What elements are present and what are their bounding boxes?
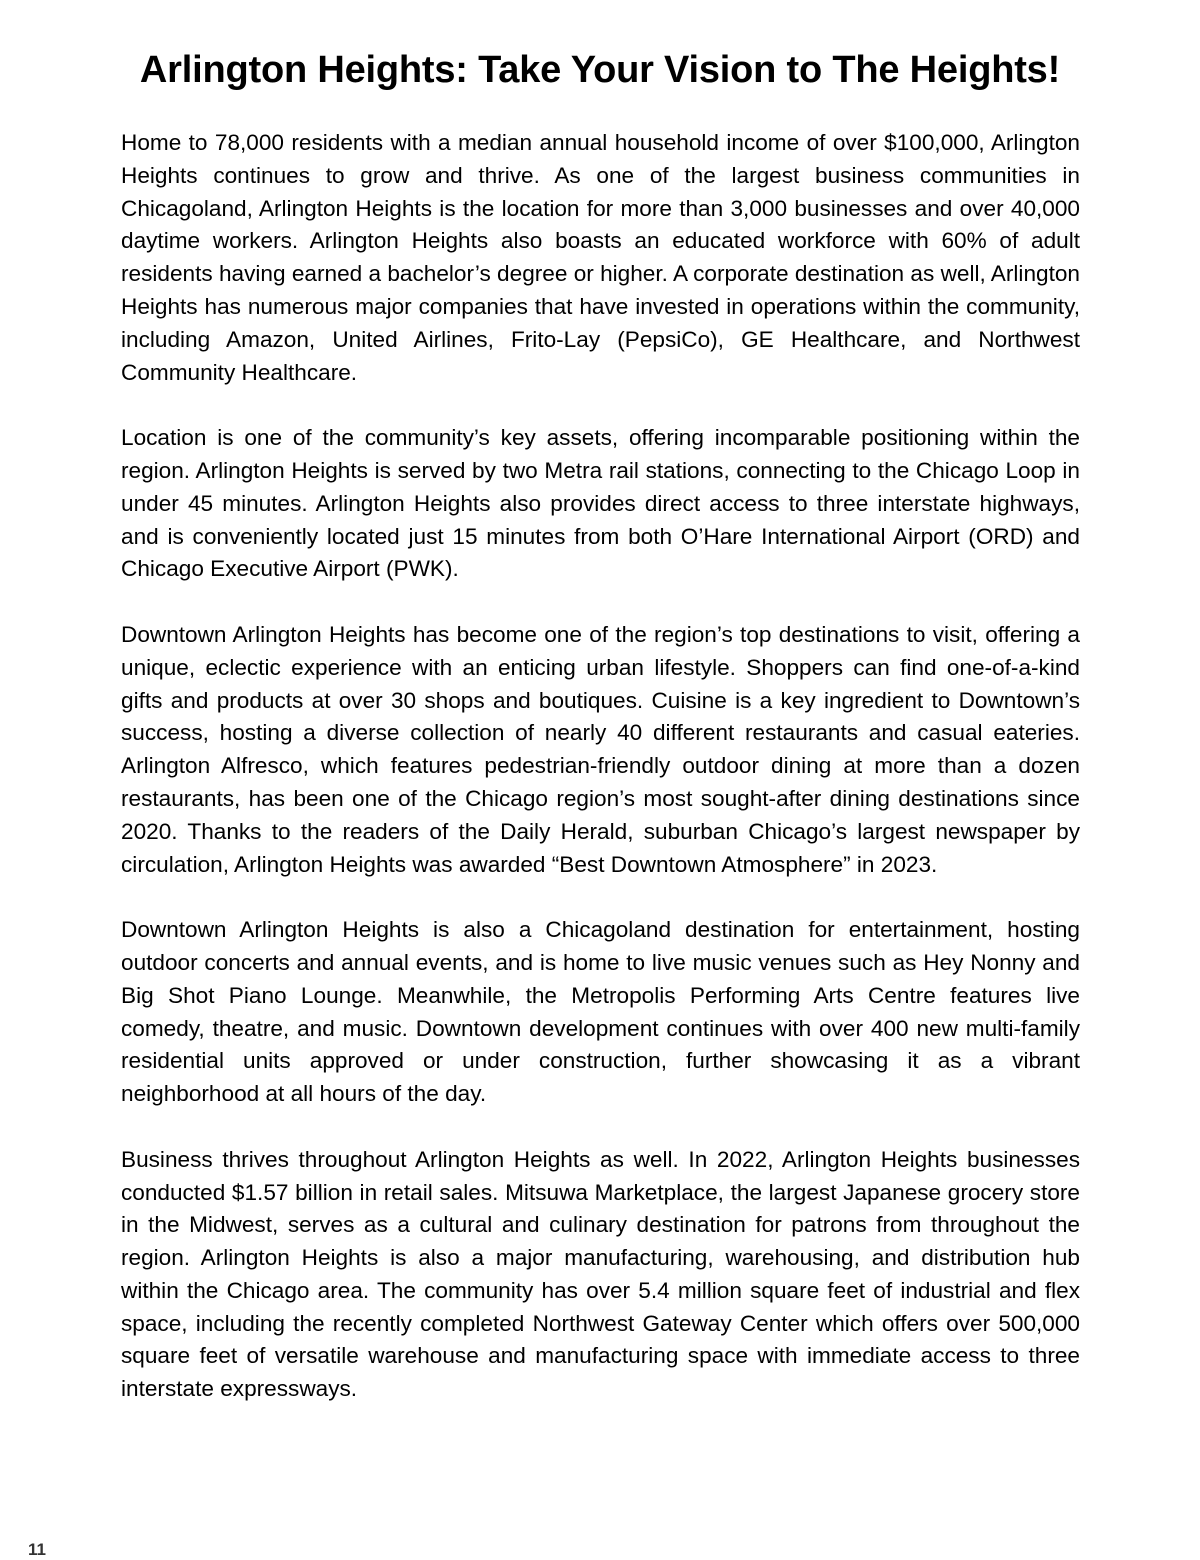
paragraph-residents-overview: Home to 78,000 residents with a median annual household income of over $100,000, Arlington Heights continues to grow and thrive. As one of the largest business communities in Chicagoland, Arlington Heights is the location for more than 3,000 businesses and over 40,000 daytime workers. Arlington Heights also boasts an educated workforce with 60% of adult residents having earned a bachelor’s degree or higher. A corporate destination as well, Arlington Heights has numerous major companies that have invested in operations within the community, including Amazon, United Airlines, Frito-Lay (PepsiCo), GE Healthcare, and Northwest Community Healthcare. [121,130,1080,385]
page-number: 11 [28,1540,46,1559]
paragraph-entertainment: Downtown Arlington Heights is also a Chicagoland destination for entertainment, hosting outdoor concerts and annual events, and is home to live music venues such as Hey Nonny and Big Shot Piano Lounge. Meanwhile, the Metropolis Performing Arts Centre features live comedy, theatre, and music. Downtown development continues with over 400 new multi-family residential units approved or under construction, further showcasing it as a vibrant neighborhood at all hours of the day. [121,917,1080,1107]
paragraph-business: Business thrives throughout Arlington Heights as well. In 2022, Arlington Heights businesses conducted $1.57 billion in retail sales. Mitsuwa Marketplace, the largest Japanese grocery store in the Midwest, serves as a cultural and culinary destination for patrons from throughout the region. Arlington Heights is also a major manufacturing, warehousing, and distribution hub within the Chicago area. The community has over 5.4 million square feet of industrial and flex space, including the recently completed Northwest Gateway Center which offers over 500,000 square feet of versatile warehouse and manufacturing space with immediate access to three interstate expressways. [121,1146,1080,1402]
document-body [121,127,1080,1439]
paragraph-downtown-destination: Downtown Arlington Heights has become one of the region’s top destinations to visit, offering a unique, eclectic experience with an enticing urban lifestyle. Shoppers can find one-of-a-kind gifts and products at over 30 shops and boutiques. Cuisine is a key ingredient to Downtown’s success, hosting a diverse collection of nearly 40 different restaurants and casual eateries. Arlington Alfresco, which features pedestrian-friendly outdoor dining at more than a dozen restaurants, has been one of the Chicago region’s most sought-after dining destinations since 2020. Thanks to the readers of the Daily Herald, suburban Chicago’s largest newspaper by circulation, Arlington Heights was awarded “Best Downtown Atmosphere” in 2023. [121,621,1080,877]
paragraph-location: Location is one of the community’s key assets, offering incomparable positioning within the region. Arlington Heights is served by two Metra rail stations, connecting to the Chicago Loop in under 45 minutes. Arlington Heights also provides direct access to three interstate highways, and is conveniently located just 15 minutes from both O’Hare International Airport (ORD) and Chicago Executive Airport (PWK). [121,425,1080,582]
page-title: Arlington Heights: Take Your Vision to The Heights! [139,49,1061,91]
